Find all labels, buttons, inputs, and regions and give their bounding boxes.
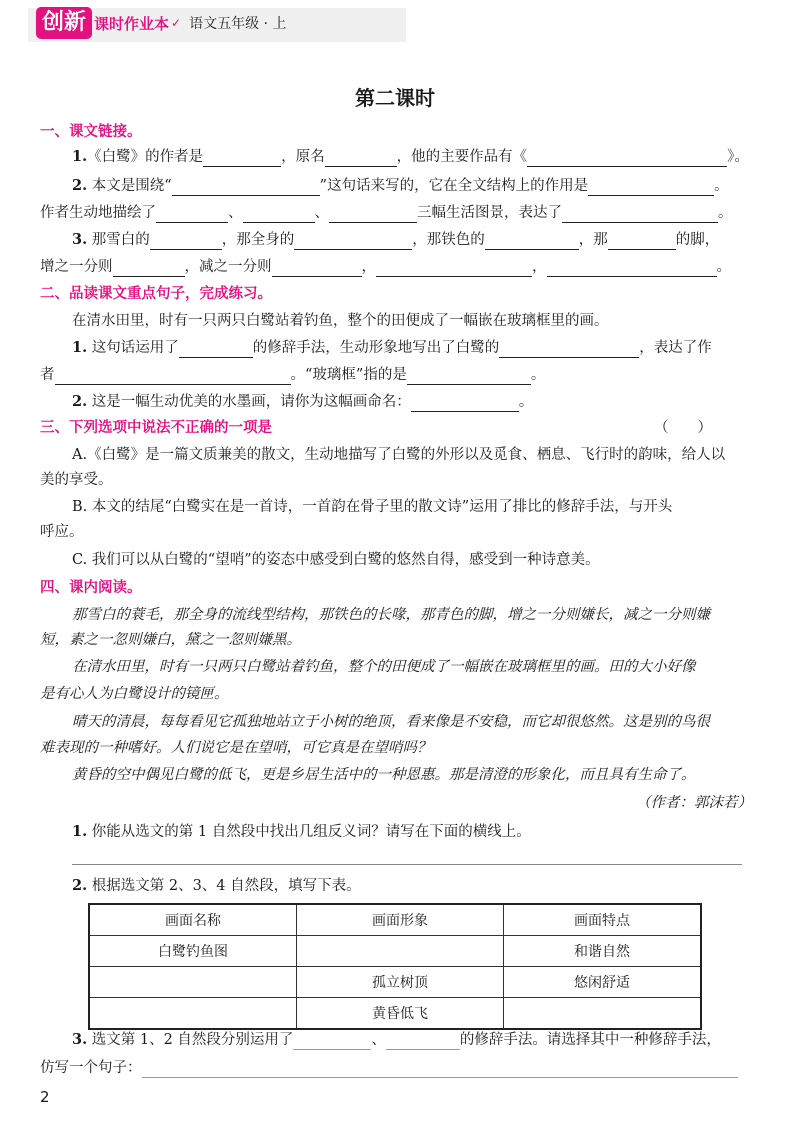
answer-blank[interactable]	[203, 150, 281, 167]
answer-blank[interactable]	[588, 179, 714, 196]
q4-2: 2. 根据选文第 2、3、4 自然段，填写下表。	[72, 877, 361, 894]
answer-blank[interactable]	[527, 150, 727, 167]
reading-p3-line-2: 难表现的一种嗜好。人们说它是在望哨，可它真是在望哨吗？	[40, 740, 432, 756]
section-4-heading: 四、课内阅读。	[40, 580, 142, 596]
answer-blank[interactable]	[172, 179, 320, 196]
answer-blank[interactable]	[294, 233, 412, 250]
q2-line-3: 2. 这是一幅生动优美的水墨画，请你为这幅画命名： 。	[72, 393, 534, 410]
answer-blank[interactable]	[329, 206, 417, 223]
q1-line-2: 2. 本文是围绕“ ”这句话来写的，它在全文结构上的作用是 。	[72, 177, 729, 194]
pencil-icon: ✓	[171, 16, 182, 30]
section-3-heading: 三、下列选项中说法不正确的一项是 （ ）	[40, 420, 712, 436]
table-header: 画面名称	[89, 904, 297, 936]
answer-blank[interactable]	[150, 233, 222, 250]
answer-blank[interactable]	[243, 206, 315, 223]
table-header: 画面特点	[504, 904, 702, 936]
q1-line-1: 1.《白鹭》的作者是 ，原名 ，他的主要作品有《 》。	[72, 148, 749, 165]
reading-p1-line-1: 那雪白的蓑毛，那全身的流线型结构，那铁色的长喙，那青色的脚，增之一分则嫌长，减之一分则嫌	[72, 607, 710, 623]
table-row	[89, 967, 701, 998]
grade-label: 语文五年级 · 上	[189, 16, 287, 32]
table-cell-blank[interactable]	[89, 967, 297, 998]
brand-logo: 创新	[36, 7, 92, 39]
reading-p2-line-2: 是有心人为白鹭设计的镜匣。	[40, 686, 229, 702]
answer-parenthesis[interactable]: （ ）	[654, 420, 712, 436]
answer-blank[interactable]	[485, 233, 579, 250]
reading-author: （作者：郭沫若）	[636, 795, 752, 811]
answer-blank[interactable]	[499, 341, 639, 358]
reading-p3-line-1: 晴天的清晨，每每看见它孤独地站立于小树的绝顶，看来像是不安稳，而它却很悠然。这是别的鸟很	[72, 714, 710, 730]
q1-line-4: 3. 那雪白的 ，那全身的 ，那铁色的 ，那 的脚，	[72, 231, 720, 248]
table-cell: 白鹭钓鱼图	[89, 936, 297, 967]
q2-line-1: 1. 这句话运用了 的修辞手法，生动形象地写出了白鹭的 ，表达了作	[72, 339, 712, 356]
q4-3-line-1: 3. 选文第 1、2 自然段分别运用了 、 的修辞手法。请选择其中一种修辞手法，	[72, 1031, 721, 1048]
q2-line-2: 者 。“玻璃框”指的是 。	[40, 367, 546, 383]
option-c: C. 我们可以从白鹭的“望哨”的姿态中感受到白鹭的悠然自得，感受到一种诗意美。	[72, 552, 600, 568]
reading-p1-line-2: 短，素之一忽则嫌白，黛之一忽则嫌黑。	[40, 632, 301, 648]
table-cell: 和谐自然	[504, 936, 702, 967]
q1-line-5: 增之一分则 ，减之一分则 ， ， 。	[40, 259, 731, 275]
table-cell: 悠闲舒适	[504, 967, 702, 998]
q2-sentence: 在清水田里，时有一只两只白鹭站着钓鱼，整个的田便成了一幅嵌在玻璃框里的画。	[72, 313, 609, 329]
q4-1: 1. 你能从选文的第 1 自然段中找出几组反义词？请写在下面的横线上。	[72, 823, 531, 840]
answer-line[interactable]	[72, 864, 742, 865]
section-2-heading: 二、品读课文重点句子，完成练习。	[40, 286, 272, 302]
table-cell: 孤立树顶	[297, 967, 504, 998]
answer-blank[interactable]	[608, 233, 676, 250]
option-a-line-2: 美的享受。	[40, 472, 113, 488]
answer-blank[interactable]	[407, 368, 531, 385]
table-cell-blank[interactable]	[89, 998, 297, 1030]
table-row	[89, 998, 701, 1030]
answer-blank[interactable]	[325, 150, 397, 167]
answer-blank[interactable]	[142, 1061, 738, 1078]
answer-blank[interactable]	[386, 1033, 460, 1050]
brand	[36, 7, 286, 39]
answer-blank[interactable]	[547, 260, 717, 277]
answer-blank[interactable]	[179, 341, 253, 358]
page-number: 2	[40, 1088, 50, 1106]
answer-blank[interactable]	[411, 395, 519, 412]
picture-table	[88, 903, 702, 1030]
reading-p2-line-1: 在清水田里，时有一只两只白鹭站着钓鱼，整个的田便成了一幅嵌在玻璃框里的画。田的大小好像	[72, 659, 696, 675]
table-header: 画面形象	[297, 904, 504, 936]
answer-blank[interactable]	[376, 260, 532, 277]
page-header	[28, 8, 406, 42]
answer-blank[interactable]	[55, 368, 291, 385]
table-cell-blank[interactable]	[504, 998, 702, 1030]
answer-blank[interactable]	[113, 260, 185, 277]
answer-blank[interactable]	[272, 260, 362, 277]
table-cell-blank[interactable]	[297, 936, 504, 967]
option-b-line-1: B. 本文的结尾“白鹭实在是一首诗，一首韵在骨子里的散文诗”运用了排比的修辞手法，与开头	[72, 499, 673, 515]
answer-blank[interactable]	[293, 1033, 371, 1050]
table-header-row	[89, 904, 701, 936]
option-a-line-1: A.《白鹭》是一篇文质兼美的散文，生动地描写了白鹭的外形以及觅食、栖息、飞行时的韵味，给人以	[72, 447, 726, 463]
option-b-line-2: 呼应。	[40, 524, 84, 540]
answer-blank[interactable]	[562, 206, 718, 223]
section-1-heading: 一、课文链接。	[40, 124, 142, 140]
table-cell: 黄昏低飞	[297, 998, 504, 1030]
page-title: 第二课时	[355, 86, 435, 110]
answer-blank[interactable]	[156, 206, 228, 223]
table-row	[89, 936, 701, 967]
reading-p4: 黄昏的空中偶见白鹭的低飞，更是乡居生活中的一种恩惠。那是清澄的形象化，而且具有生命了。	[72, 767, 696, 783]
q4-3-line-2: 仿写一个句子：	[40, 1058, 752, 1078]
q1-line-3: 作者生动地描绘了 、 、 三幅生活图景，表达了 。	[40, 205, 733, 221]
brand-subtitle: 课时作业本	[94, 14, 170, 33]
